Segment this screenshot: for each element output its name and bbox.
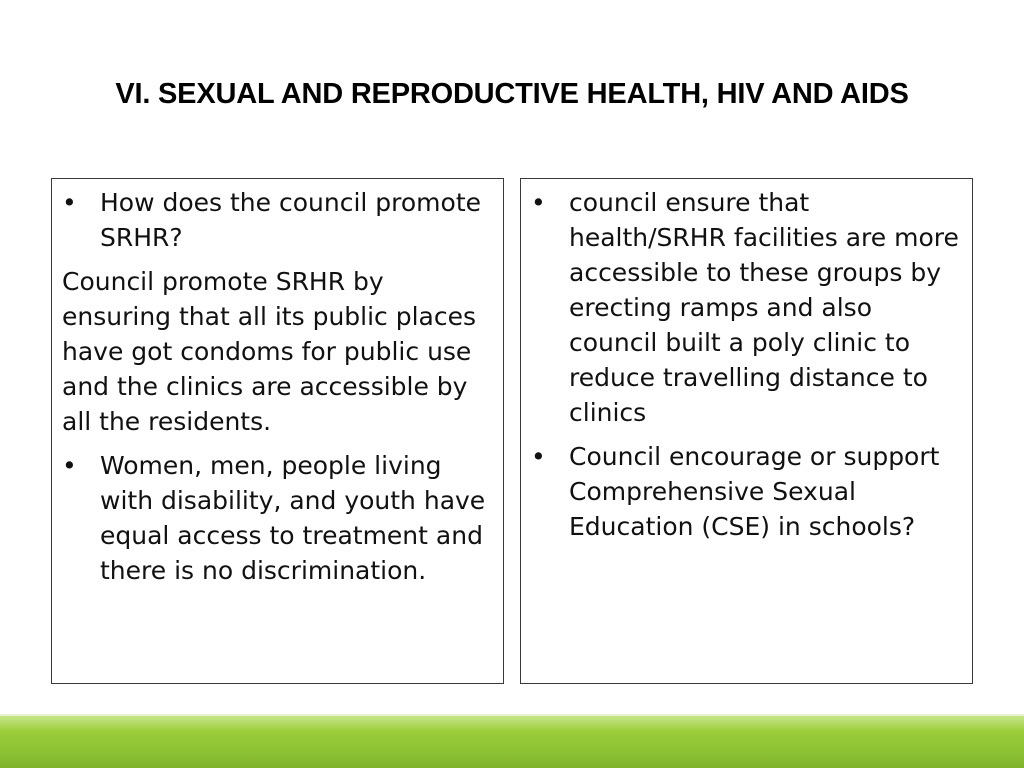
bullet-dot-icon: • [531,442,546,471]
left-content-box [51,178,504,684]
left-bullet-2-text: Women, men, people living with disability, and youth have equal access to treatment and there is no discrimination. [100,451,486,585]
right-content-box [520,178,973,684]
bullet-dot-icon: • [62,188,77,217]
left-bullet-2 [62,448,495,588]
left-paragraph: Council promote SRHR by ensuring that all its public places have got condoms for public use and the clinics are accessible by all the residents. [62,267,477,436]
slide-title: VI. SEXUAL AND REPRODUCTIVE HEALTH, HIV AND AIDS [115,78,909,110]
bullet-dot-icon: • [62,451,77,480]
right-bullet-1-text: council ensure that health/SRHR facilities are more accessible to these groups by erecting ramps and also council built a poly clinic to reduce travelling distance to clinics [569,188,959,427]
bullet-dot-icon: • [531,188,546,217]
right-bullet-1 [531,185,964,430]
footer-decorative-bar [0,714,1024,768]
left-bullet-1-text: How does the council promote SRHR? [100,188,482,252]
left-bullet-1 [62,185,495,255]
right-bullet-2-text: Council encourage or support Comprehensive Sexual Education (CSE) in schools? [569,442,940,541]
right-bullet-2 [531,439,964,544]
